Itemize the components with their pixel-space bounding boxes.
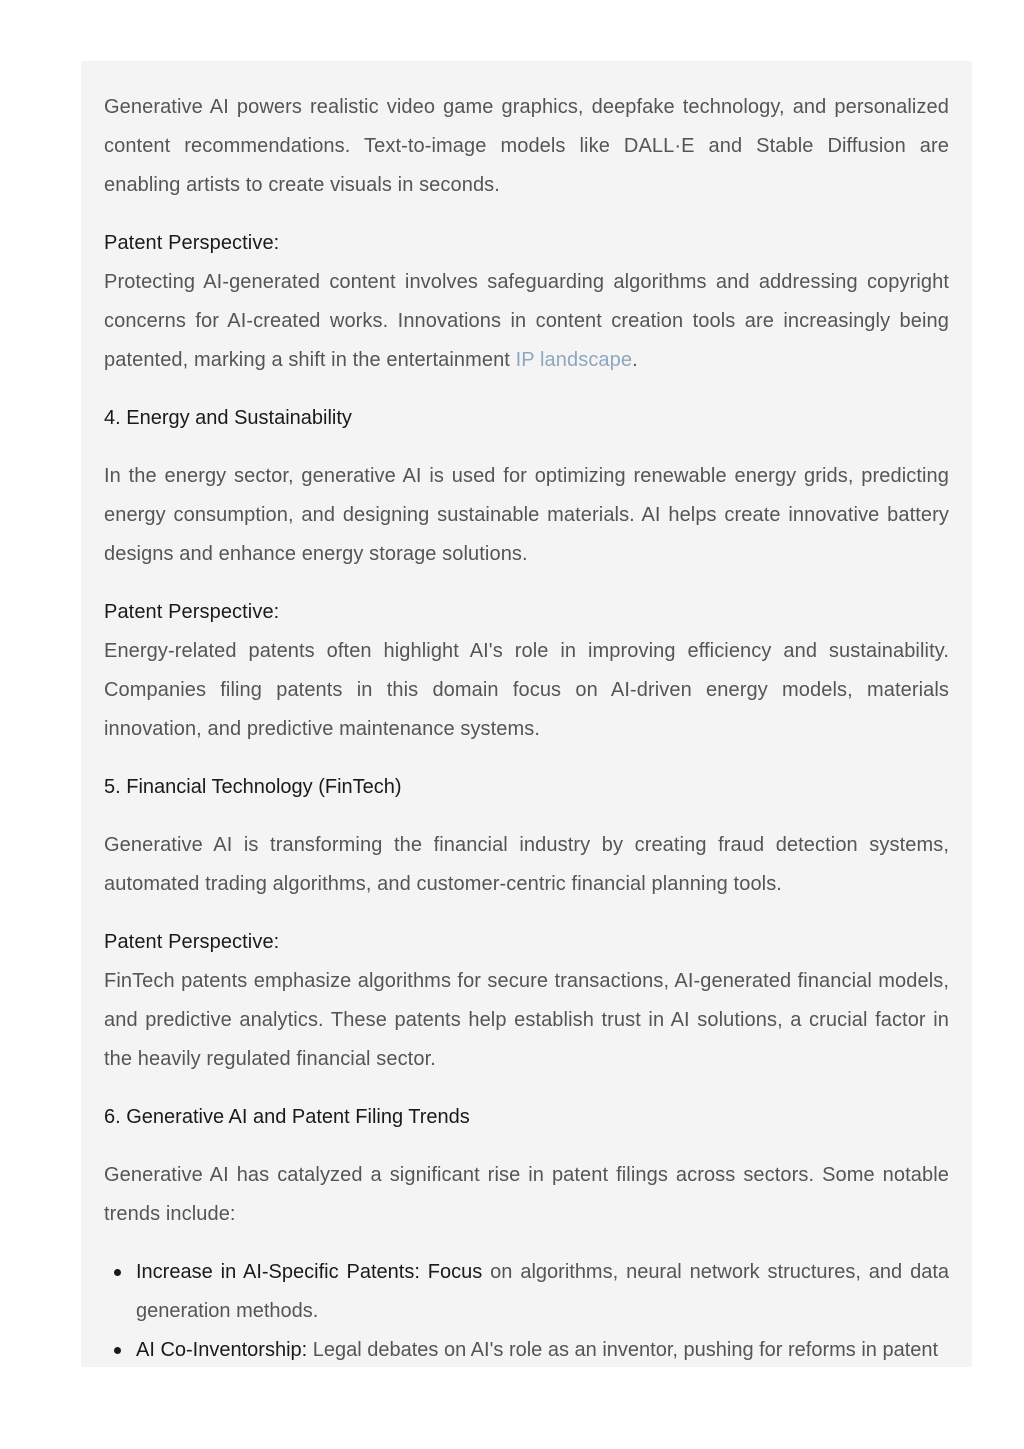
list-item (136, 1253, 949, 1331)
fintech-intro: Generative AI is transforming the financial industry by creating fraud detection systems, automated trading algorithms, and customer-centric financial planning tools. (104, 834, 949, 895)
fintech-perspective (104, 923, 949, 1079)
energy-heading: 4. Energy and Sustainability (104, 407, 352, 429)
trend-text: Legal debates on AI's role as an inventor, pushing for reforms in patent (307, 1339, 939, 1361)
article-content (81, 61, 972, 1367)
ip-landscape-link[interactable]: IP landscape (515, 349, 633, 371)
bullet-icon (114, 1269, 121, 1276)
trend-title: Increase in AI-Specific Patents: Focus (136, 1261, 483, 1283)
entertainment-perspective-text: Protecting AI-generated content involves safeguarding algorithms and addressing copyright concerns for AI-created works. Innovations in content creation tools are increasingly being patented, marking a shift in the entertainment (104, 271, 949, 371)
trends-heading: 6. Generative AI and Patent Filing Trends (104, 1106, 470, 1128)
energy-perspective (104, 593, 949, 749)
fintech-heading: 5. Financial Technology (FinTech) (104, 776, 402, 798)
entertainment-perspective-label: Patent Perspective: (104, 232, 280, 254)
entertainment-intro: Generative AI powers realistic video game graphics, deepfake technology, and personalized content recommendations. Text-to-image models like DALL·E and Stable Diffusion are enabling artists to create visuals in seconds. (104, 96, 949, 196)
trends-list (104, 1253, 949, 1367)
trends-intro: Generative AI has catalyzed a significant rise in patent filings across sectors. Some notable trends include: (104, 1164, 949, 1225)
entertainment-perspective-end: . (632, 349, 638, 371)
energy-perspective-text: Energy-related patents often highlight AI's role in improving efficiency and sustainability. Companies filing patents in this domain focus on AI-driven energy models, materials innovation, and predictive maintenance systems. (104, 640, 949, 740)
energy-perspective-label: Patent Perspective: (104, 601, 280, 623)
energy-intro: In the energy sector, generative AI is used for optimizing renewable energy grids, predicting energy consumption, and designing sustainable materials. AI helps create innovative battery designs and enhance energy storage solutions. (104, 465, 949, 565)
trend-text: on algorithms, neural network structures, and data generation methods. (136, 1261, 950, 1322)
fintech-perspective-text: FinTech patents emphasize algorithms for secure transactions, AI-generated financial models, and predictive analytics. These patents help establish trust in AI solutions, a crucial factor in the heavily regulated financial sector. (104, 970, 949, 1070)
fintech-perspective-label: Patent Perspective: (104, 931, 280, 953)
entertainment-perspective (104, 224, 949, 380)
trend-title: AI Co-Inventorship: (136, 1339, 308, 1361)
list-item (136, 1331, 949, 1367)
bullet-icon (114, 1347, 121, 1354)
